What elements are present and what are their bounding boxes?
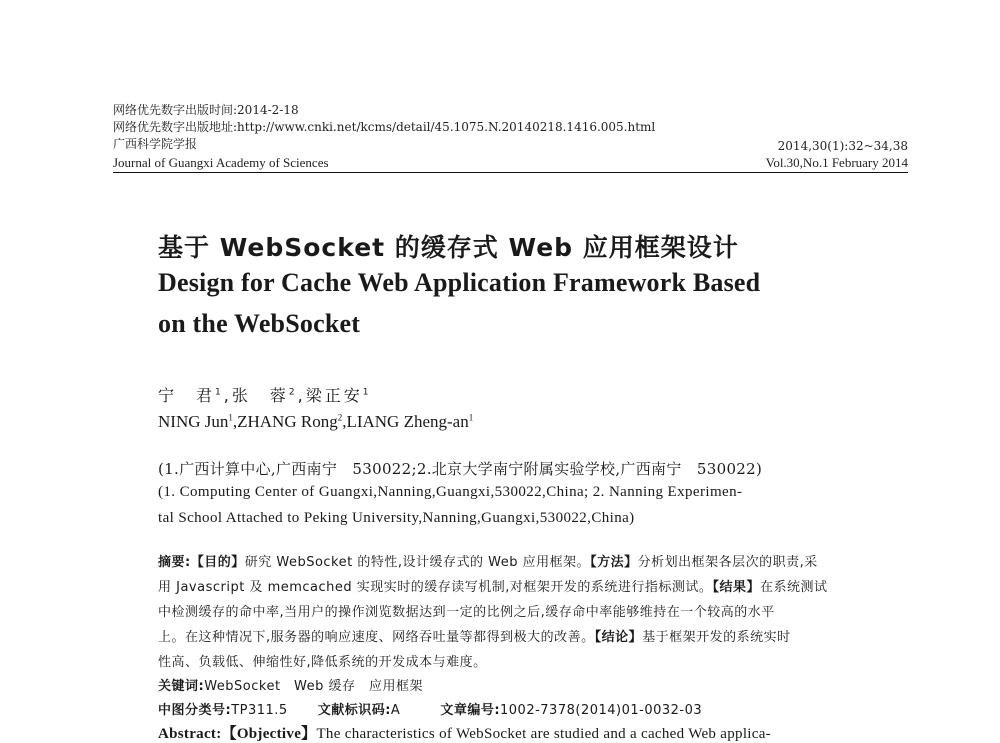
keywords-label: 关键词: — [158, 679, 205, 694]
abstract-cn-line2: 用 Javascript 及 memcached 实现实时的缓存读写机制,对框架开发的系统进行指标测试。【结果】在系统测试 — [158, 580, 828, 595]
authors-en: NING Jun$^1$,ZHANG Rong$^2$,LIANG Zheng-$an^1$ — [158, 412, 474, 431]
abstract-cn-line4: 上。在这种情况下,服务器的响应速度、网络吞吐量等都得到极大的改善。【结论】基于框架开发的系统实时 — [158, 630, 791, 645]
abstract-en-label: Abstract: — [158, 726, 222, 742]
citation: 2014,30(1):32~34,38 — [777, 139, 908, 153]
volume-info: Vol.30,No.1 February 2014 — [765, 155, 908, 170]
keywords — [158, 675, 423, 694]
abstract-cn-line5: 性高、负载低、伸缩性好,降低系统的开发成本与难度。 — [158, 655, 487, 670]
article-no-label: 文章编号: — [440, 703, 501, 718]
doc-code-value: A — [390, 703, 401, 718]
keywords-value: WebSocket Web 缓存 应用框架 — [204, 679, 424, 694]
header-rule — [113, 172, 908, 173]
author-cn-3: 梁正安$^1$ — [305, 386, 372, 405]
doc-code-label: 文献标识码: — [317, 703, 391, 718]
clc-label: 中图分类号: — [158, 703, 232, 718]
journal-name-en: Journal of Guangxi Academy of Sciences — [113, 155, 329, 170]
affiliation-en-line2: tal School Attached to Peking University,Nanning,Guangxi,530022,China) — [158, 510, 635, 526]
classification-line — [158, 699, 702, 718]
abstract-cn-line3: 中检测缓存的命中率,当用户的操作浏览数据达到一定的比例之后,缓存命中率能够维持在一个较高的水平 — [158, 605, 775, 620]
title-en-line2: on the WebSocket — [158, 309, 361, 338]
online-pub-time: 网络优先数字出版时间:2014-2-18 — [113, 103, 299, 117]
authors-cn: 宁 君$^1$,张 蓉$^2$,梁正安$^1$ — [158, 386, 372, 405]
journal-name-cn: 广西科学院学报 — [113, 137, 198, 151]
affiliation-en-line1: (1. Computing Center of Guangxi,Nanning,Guangxi,530022,China; 2. Nanning Experimen- — [158, 484, 743, 500]
title-en-line1: Design for Cache Web Application Framework Based — [158, 268, 761, 297]
author-cn-1: 宁 君$^1$ — [158, 386, 224, 405]
abstract-cn-label: 摘要: — [158, 555, 191, 570]
article-no-value: 1002-7378(2014)01-0032-03 — [500, 703, 703, 718]
affiliation-cn: (1.广西计算中心,广西南宁 530022;2.北京大学南宁附属实验学校,广西南宁 530022) — [158, 460, 763, 478]
online-pub-url: 网络优先数字出版地址:http://www.cnki.net/kcms/detail/45.1075.N.20140218.1416.005.html — [113, 120, 656, 134]
author-en-2: ZHANG Rong$^2$ — [237, 412, 343, 431]
clc-value: TP311.5 — [231, 703, 288, 718]
author-cn-2: 张 蓉$^2$ — [231, 386, 298, 405]
abstract-en-line1: Abstract:【Objective】The characteristics of WebSocket are studied and a cached Web applica- — [158, 726, 771, 742]
title-cn: 基于 WebSocket 的缓存式 Web 应用框架设计 — [158, 233, 739, 262]
abstract-cn-line1: 摘要:【目的】研究 WebSocket 的特性,设计缓存式的 Web 应用框架。【方法】分析划出框架各层次的职责,采 — [158, 555, 818, 570]
author-en-3: LIANG Zheng-$an^1$ — [346, 412, 474, 431]
author-en-1: NING Jun$^1$ — [158, 412, 233, 431]
